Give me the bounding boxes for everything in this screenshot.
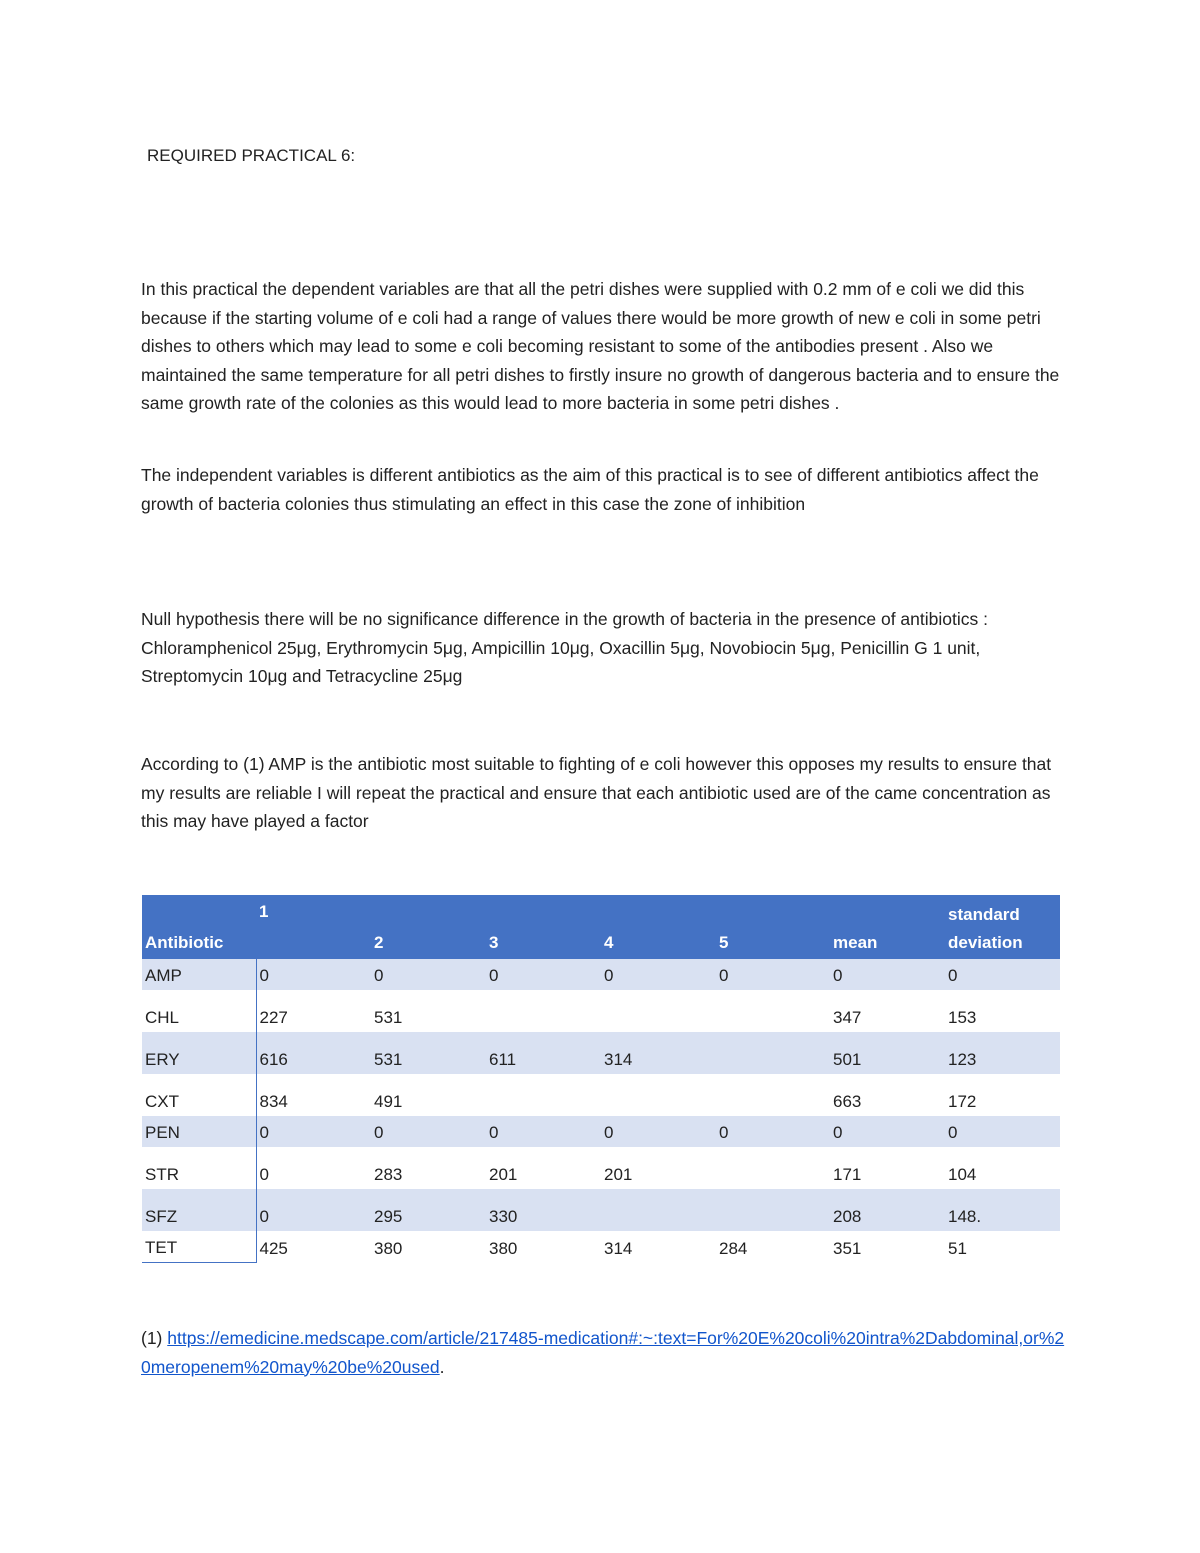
cell-mean: 501 [830,1032,945,1074]
table-row [142,959,1060,990]
cell-value [601,1189,716,1231]
cell-value: 425 [259,1238,288,1258]
table-header-row [142,895,1060,959]
cell-mean: 0 [830,1116,945,1147]
cell-antibiotic: SFZ [142,1189,256,1231]
cell-value: 0 [601,1116,716,1147]
table-row [142,990,1060,1032]
reference-marker: (1) [141,1328,163,1348]
cell-mean: 351 [833,1238,862,1258]
header-trial-2: 2 [371,895,486,959]
cell-value [486,990,601,1032]
cell-value: 616 [256,1032,371,1074]
cell-value [716,1032,830,1074]
cell-value [486,1074,601,1116]
cell-value: 314 [604,1238,633,1258]
cell-value: 0 [371,1116,486,1147]
cell-std-dev: 153 [948,1008,977,1027]
cell-value [716,1189,830,1231]
header-trial-5: 5 [716,895,830,959]
header-trial-1: 1 [256,895,371,959]
cell-std-dev: 0 [945,1116,1060,1147]
cell-value [601,1074,716,1116]
cell-value: 284 [719,1238,748,1258]
cell-antibiotic: PEN [142,1116,256,1147]
cell-std-dev: 148. [945,1189,1060,1231]
table-row [142,1231,1060,1263]
cell-value [716,1147,830,1189]
reference-note [141,1324,1071,1381]
cell-value: 283 [374,1165,403,1184]
cell-value: 531 [371,1032,486,1074]
cell-value: 314 [601,1032,716,1074]
cell-std-dev: 172 [948,1092,977,1111]
cell-antibiotic: CXT [142,1074,256,1116]
cell-value [716,1074,830,1116]
cell-value: 531 [374,1008,403,1027]
cell-value: 0 [256,1116,371,1147]
paragraph-null-hypothesis: Null hypothesis there will be no significance difference in the growth of bacteria in the presence of antibiotics : Chloramphenicol 25μg, Erythromycin 5μg, Ampicillin 10μg, Oxacillin 5μg, Novobiocin 5μg, Penicillin G 1 unit, Streptomycin 10μg and Tetracycline 25μg [141,609,988,686]
header-trial-4: 4 [601,895,716,959]
cell-value: 295 [371,1189,486,1231]
cell-value: 491 [374,1092,403,1111]
cell-value: 0 [371,959,486,990]
cell-value: 611 [486,1032,601,1074]
header-trial-3: 3 [486,895,601,959]
cell-std-dev: 123 [945,1032,1060,1074]
cell-value: 0 [486,1116,601,1147]
cell-mean: 0 [830,959,945,990]
cell-value: 834 [259,1092,288,1111]
cell-value: 380 [489,1238,518,1258]
table-row [142,1116,1060,1147]
results-table [142,895,1060,1263]
cell-value: 0 [716,1116,830,1147]
cell-std-dev: 0 [945,959,1060,990]
table-row [142,1147,1060,1189]
table-row [142,1032,1060,1074]
cell-std-dev: 51 [948,1238,967,1258]
page-title: REQUIRED PRACTICAL 6: [147,146,356,165]
cell-value: 330 [486,1189,601,1231]
reference-link[interactable]: https://emedicine.medscape.com/article/217485-medication#:~:text=For%20E%20coli%20intra%2Dabdominal,or%20meropenem%20may%20be%20used [141,1328,1065,1377]
table-row [142,1189,1060,1231]
table-row [142,1074,1060,1116]
cell-value [601,990,716,1032]
cell-value: 0 [256,959,371,990]
cell-value: 0 [259,1165,269,1184]
cell-mean: 663 [833,1092,862,1111]
cell-antibiotic: AMP [142,959,256,990]
cell-std-dev: 104 [948,1165,977,1184]
cell-value [716,990,830,1032]
header-standard-deviation: standard deviation [945,895,1060,959]
cell-antibiotic: ERY [142,1032,256,1074]
paragraph-independent-variables: The independent variables is different antibiotics as the aim of this practical is to see of different antibiotics affect the growth of bacteria colonies thus stimulating an effect in this case the zone of inhibition [141,465,1039,514]
cell-value: 201 [604,1165,633,1184]
cell-value: 0 [601,959,716,990]
cell-antibiotic: STR [142,1147,256,1189]
cell-value: 380 [374,1238,403,1258]
cell-mean: 171 [833,1165,862,1184]
header-mean: mean [830,895,945,959]
cell-value: 0 [256,1189,371,1231]
reference-trailing: . [439,1356,445,1377]
cell-value: 0 [716,959,830,990]
paragraph-dependent-variables: In this practical the dependent variables are that all the petri dishes were supplied with 0.2 mm of e coli we did this because if the starting volume of e coli had a range of values there would be more growth of new e coli in some petri dishes to others which may lead to some e coli becoming resistant to some of the antibodies present . Also we maintained the same temperature for all petri dishes to firstly insure no growth of dangerous bacteria and to ensure the same growth rate of the colonies as this would lead to more bacteria in some petri dishes . [141,279,1060,413]
cell-antibiotic: CHL [142,990,256,1032]
cell-mean: 347 [833,1008,862,1027]
cell-value: 0 [486,959,601,990]
paragraph-conclusion: According to (1) AMP is the antibiotic most suitable to fighting of e coli however this opposes my results to ensure that my results are reliable I will repeat the practical and ensure that each antibiotic used are of the came concentration as this may have played a factor [141,754,1052,831]
cell-value: 227 [259,1008,288,1027]
header-antibiotic: Antibiotic [142,895,256,959]
cell-value: 201 [489,1165,518,1184]
cell-mean: 208 [830,1189,945,1231]
cell-antibiotic: TET [142,1231,256,1263]
